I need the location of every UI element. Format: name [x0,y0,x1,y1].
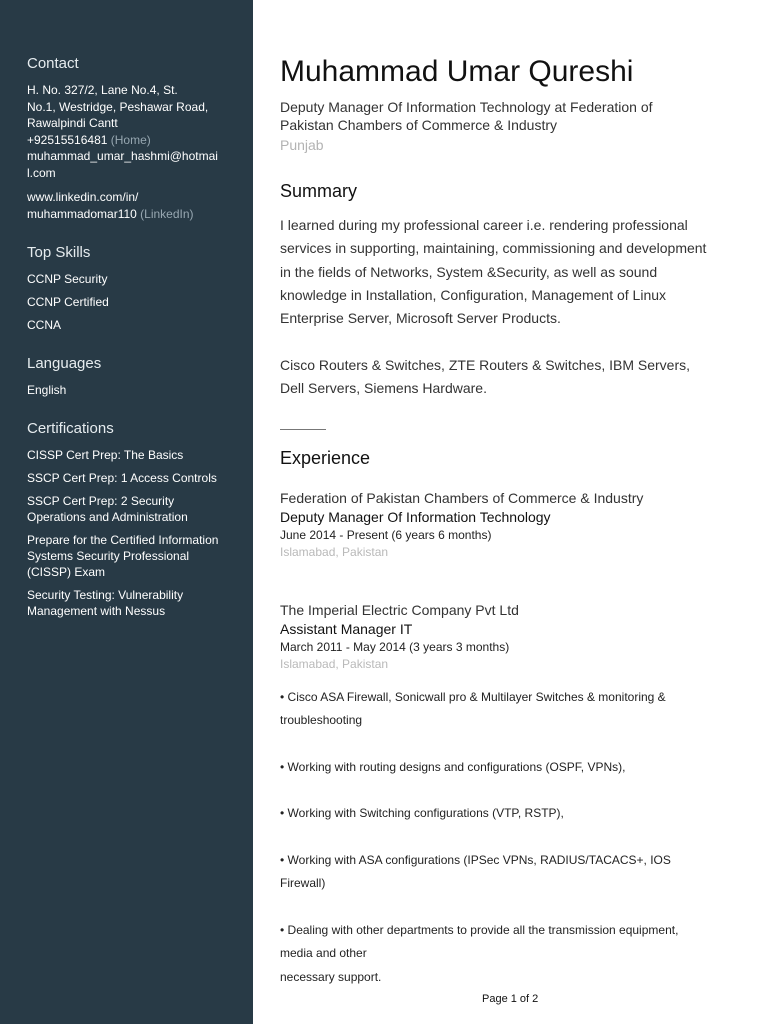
bullet-item [280,849,730,896]
linkedin-type: (LinkedIn) [140,206,194,221]
summary-line: knowledge in Installation, Configuration, Management of Linux [280,286,667,303]
skill-item: CCNP Certified [27,295,109,309]
contact-phone [27,132,239,149]
page-number: Page 1 of 2 [482,993,539,1005]
summary-line: Dell Servers, Siemens Hardware. [280,380,487,397]
bullet-line: necessary support. [280,969,382,984]
job-title: Assistant Manager IT [280,621,413,637]
contact-section [27,55,239,222]
phone-type: (Home) [110,132,151,147]
summary-paragraph [280,354,750,401]
summary-line: I learned during my professional career i.e. rendering professional [280,217,688,233]
address-line: H. No. 327/2, Lane No.4, St. [27,83,178,97]
linkedin-line: www.linkedin.com/in/ [27,190,139,204]
address-line: Rawalpindi Cantt [27,116,118,130]
bullet-line: Firewall) [280,876,326,891]
bullet-line: troubleshooting [280,713,363,728]
bullet-item [280,686,730,733]
contact-linkedin[interactable] [27,189,239,222]
contact-heading: Contact [27,55,79,72]
job-dates: March 2011 - May 2014 (3 years 3 months) [280,640,510,654]
summary-line: Enterprise Server, Microsoft Server Products. [280,310,561,327]
bullet-item [280,756,730,779]
bullet-line: • Dealing with other departments to provide all the transmission equipment, [280,922,679,937]
summary-heading: Summary [280,181,358,201]
bullet-line: • Cisco ASA Firewall, Sonicwall pro & Multilayer Switches & monitoring & [280,690,666,704]
certification-line: Prepare for the Certified Information [27,533,219,547]
bullet-item [280,802,730,825]
language-item: English [27,383,67,397]
skill-item: CCNA [27,318,62,332]
certification-item [27,532,239,580]
certifications-section [27,420,239,619]
profile-headline [280,98,740,134]
experience-heading: Experience [280,448,371,468]
job-company: The Imperial Electric Company Pvt Ltd [280,602,519,618]
headline-line: Deputy Manager Of Information Technology at Federation of [280,99,653,115]
certification-line: CISSP Cert Prep: The Basics [27,448,184,462]
section-divider [280,429,326,430]
profile-name: Muhammad Umar Qureshi [280,55,634,88]
bullet-line: • Working with ASA configurations (IPSec VPNs, RADIUS/TACACS+, IOS [280,853,671,868]
certification-line: Security Testing: Vulnerability [27,588,184,602]
job-description [280,686,730,989]
skill-item: CCNP Security [27,272,108,286]
certification-line: (CISSP) Exam [27,565,106,579]
certification-line: SSCP Cert Prep: 2 Security [27,494,175,508]
bullet-line: media and other [280,946,367,961]
address-line: No.1, Westridge, Peshawar Road, [27,99,209,114]
job-location: Islamabad, Pakistan [280,545,389,559]
experience-entry [280,489,750,561]
bullet-line: • Working with routing designs and configurations (OSPF, VPNs), [280,759,626,774]
bullet-item [280,919,730,989]
contact-address [27,82,239,132]
bullet-line: • Working with Switching configurations (VTP, RSTP), [280,806,564,821]
summary-line: Cisco Routers & Switches, ZTE Routers & Switches, IBM Servers, [280,357,691,373]
top-skills-heading: Top Skills [27,244,91,261]
certification-item [27,493,239,525]
summary-line: in the fields of Networks, System &Security, as well as sound [280,263,658,280]
sidebar [0,0,253,1024]
certification-item [27,447,239,463]
job-dates: June 2014 - Present (6 years 6 months) [280,528,492,542]
summary-paragraph [280,214,750,330]
certification-line: Systems Security Professional [27,549,190,563]
job-title: Deputy Manager Of Information Technology [280,509,551,525]
top-skills-section [27,244,239,333]
contact-email[interactable] [27,148,239,181]
certification-line: Operations and Administration [27,510,188,524]
certification-line: SSCP Cert Prep: 1 Access Controls [27,471,217,485]
languages-section [27,355,239,398]
email-line: muhammad_umar_hashmi@hotmai [27,149,218,163]
phone-number[interactable]: +92515516481 [27,132,108,147]
certification-line: Management with Nessus [27,604,166,618]
linkedin-line: muhammadomar110 [27,206,137,221]
headline-line: Pakistan Chambers of Commerce & Industry [280,117,557,133]
summary-line: services in supporting, maintaining, commissioning and development [280,240,707,257]
email-line: l.com [27,165,56,180]
experience-entry [280,601,750,673]
profile-location: Punjab [280,137,324,153]
job-location: Islamabad, Pakistan [280,657,389,671]
languages-heading: Languages [27,355,102,372]
certifications-heading: Certifications [27,420,114,437]
certification-item [27,587,239,619]
certification-item [27,470,239,486]
job-company: Federation of Pakistan Chambers of Commerce & Industry [280,490,644,506]
